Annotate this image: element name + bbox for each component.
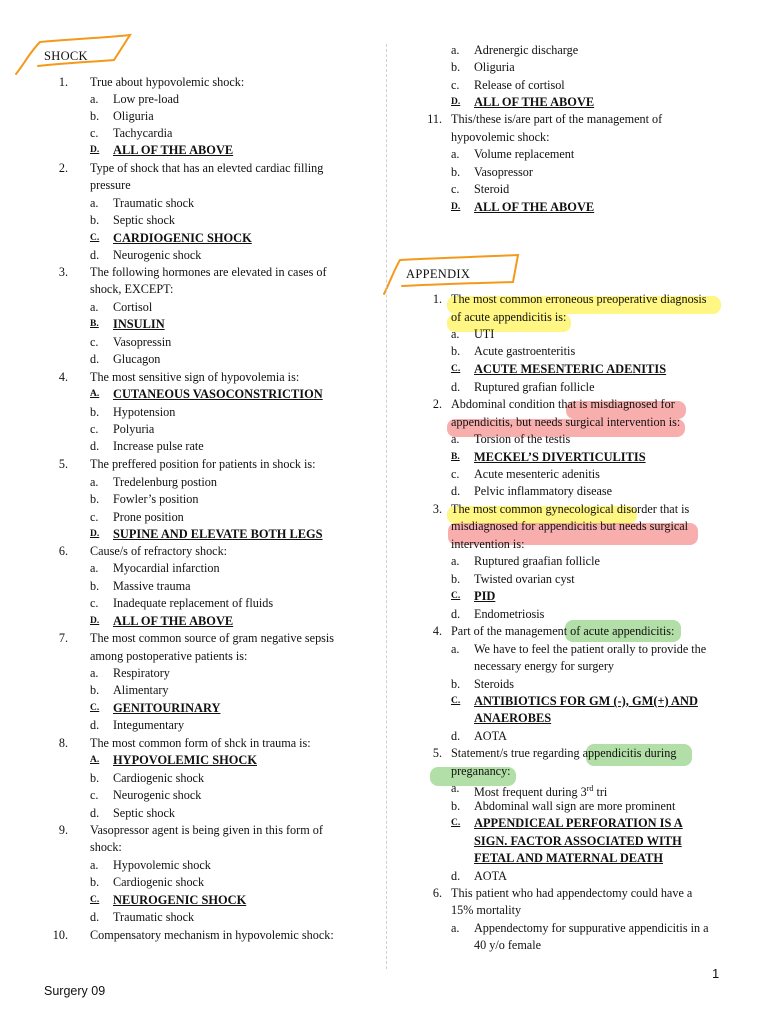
option-text: Increase pulse rate xyxy=(113,439,204,453)
option-text: Integumentary xyxy=(113,718,185,732)
option-text: Respiratory xyxy=(113,666,170,680)
option-letter: a. xyxy=(451,432,460,446)
correct-answer-letter: C. xyxy=(451,696,461,706)
option-letter: b. xyxy=(90,109,100,123)
option-text: Septic shock xyxy=(113,213,175,227)
correct-answer-text: ALL OF THE ABOVE xyxy=(113,143,234,157)
option-text: Cortisol xyxy=(113,300,153,314)
correct-answer-text: SUPINE AND ELEVATE BOTH LEGS xyxy=(113,527,323,541)
correct-answer-letter: C. xyxy=(451,591,461,601)
option-letter: d. xyxy=(451,380,461,394)
option-text: Prone position xyxy=(113,510,184,524)
correct-answer-text: NEUROGENIC SHOCK xyxy=(113,893,247,907)
question-text-continuation: misdiagnosed for appendicitis but needs surgical xyxy=(451,519,689,533)
option-letter: c. xyxy=(90,788,99,802)
question-text-continuation: appendicitis, but needs surgical intervention is: xyxy=(451,415,681,429)
correct-answer-text: GENITOURINARY xyxy=(113,701,221,715)
option-text: Adrenergic discharge xyxy=(474,43,579,57)
option-letter: a. xyxy=(90,196,99,210)
section-title-shock: SHOCK xyxy=(44,49,88,63)
option-text: Cardiogenic shock xyxy=(113,771,205,785)
correct-answer-letter: C. xyxy=(90,895,100,905)
correct-answer-text: ANTIBIOTICS FOR GM (-), GM(+) AND xyxy=(474,694,698,708)
option-letter: d. xyxy=(451,729,461,743)
question-number: 11. xyxy=(427,112,442,126)
question-number: 7. xyxy=(58,631,68,645)
option-letter: b. xyxy=(451,60,461,74)
option-text: Myocardial infarction xyxy=(113,561,220,575)
option-letter: b. xyxy=(451,344,461,358)
question-text: This patient who had appendectomy could have a xyxy=(451,886,693,900)
correct-answer-text: CUTANEOUS VASOCONSTRICTION xyxy=(113,387,323,401)
option-text: Tachycardia xyxy=(113,126,173,140)
option-text: Cardiogenic shock xyxy=(113,875,205,889)
option-letter: c. xyxy=(90,596,99,610)
correct-answer-letter: D. xyxy=(451,97,461,107)
option-text: AOTA xyxy=(474,729,507,743)
question-text: Compensatory mechanism in hypovolemic shock: xyxy=(90,928,334,942)
option-text: Polyuria xyxy=(113,422,155,436)
question-text-continuation: intervention is: xyxy=(451,537,525,551)
option-letter: b. xyxy=(451,677,461,691)
option-letter: d. xyxy=(90,248,100,262)
option-letter: a. xyxy=(451,781,460,795)
question-text: True about hypovolemic shock: xyxy=(90,75,245,89)
section-title-appendix: APPENDIX xyxy=(406,267,471,281)
question-text: The most common gynecological disorder that is xyxy=(451,502,690,516)
option-letter: a. xyxy=(451,147,460,161)
option-letter: a. xyxy=(90,858,99,872)
option-text: Twisted ovarian cyst xyxy=(474,572,575,586)
question-number: 1. xyxy=(432,292,442,306)
option-text: Traumatic shock xyxy=(113,910,195,924)
question-text-continuation: 15% mortality xyxy=(451,903,522,917)
option-text: Acute mesenteric adenitis xyxy=(474,467,600,481)
option-text: Ruptured grafian follicle xyxy=(474,380,595,394)
question-text-continuation: shock: xyxy=(90,840,122,854)
option-letter: c. xyxy=(90,126,99,140)
correct-answer-letter: C. xyxy=(451,818,461,828)
question-number: 5. xyxy=(432,746,442,760)
question-text: The following hormones are elevated in cases of xyxy=(90,265,327,279)
correct-answer-continuation: ANAEROBES xyxy=(474,711,552,725)
option-text: Abdominal wall sign are more prominent xyxy=(474,799,676,813)
correct-answer-text: ACUTE MESENTERIC ADENITIS xyxy=(474,362,667,376)
question-text-continuation: shock, EXCEPT: xyxy=(90,282,174,296)
correct-answer-letter: A. xyxy=(90,755,100,765)
correct-answer-text: HYPOVOLEMIC SHOCK xyxy=(113,753,257,767)
column-divider xyxy=(386,44,387,969)
footer-course-label: Surgery 09 xyxy=(44,984,106,998)
option-letter: c. xyxy=(90,510,99,524)
question-text: The preffered position for patients in shock is: xyxy=(90,457,316,471)
option-letter: a. xyxy=(90,92,99,106)
option-text: Low pre-load xyxy=(113,92,179,106)
option-letter: c. xyxy=(451,78,460,92)
question-text: This/these is/are part of the management of xyxy=(451,112,663,126)
question-number: 5. xyxy=(58,457,68,471)
option-letter: c. xyxy=(90,422,99,436)
option-letter: a. xyxy=(90,475,99,489)
correct-answer-text: ALL OF THE ABOVE xyxy=(474,95,595,109)
option-text: AOTA xyxy=(474,869,507,883)
option-text: Traumatic shock xyxy=(113,196,195,210)
question-number: 3. xyxy=(58,265,68,279)
option-letter: b. xyxy=(90,579,100,593)
option-text: Inadequate replacement of fluids xyxy=(113,596,274,610)
answer-text-continuation: necessary energy for surgery xyxy=(474,659,614,673)
question-text: Abdominal condition that is misdiagnosed for xyxy=(451,397,675,411)
option-text: Endometriosis xyxy=(474,607,545,621)
question-text-continuation: preganancy: xyxy=(451,764,511,778)
option-letter: c. xyxy=(451,467,460,481)
question-text: Type of shock that has an elevted cardiac filling xyxy=(90,161,324,175)
correct-answer-letter: C. xyxy=(90,233,100,243)
option-letter: a. xyxy=(90,561,99,575)
option-letter: a. xyxy=(451,43,460,57)
question-text: The most sensitive sign of hypovolemia is: xyxy=(90,370,300,384)
question-text: Part of the management of acute appendicitis: xyxy=(451,624,675,638)
correct-answer-text: INSULIN xyxy=(113,317,165,331)
option-text: Pelvic inflammatory disease xyxy=(474,484,613,498)
option-letter: d. xyxy=(90,718,100,732)
correct-answer-letter: A. xyxy=(90,389,100,399)
correct-answer-text: APPENDICEAL PERFORATION IS A xyxy=(474,816,683,830)
question-text-continuation: of acute appendicitis is: xyxy=(451,310,567,324)
question-number: 2. xyxy=(58,161,68,175)
correct-answer-text: CARDIOGENIC SHOCK xyxy=(113,231,252,245)
question-text: Cause/s of refractory shock: xyxy=(90,544,228,558)
question-number: 3. xyxy=(432,502,442,516)
correct-answer-letter: B. xyxy=(451,452,460,462)
correct-answer-letter: B. xyxy=(90,319,99,329)
option-text: Volume replacement xyxy=(474,147,575,161)
question-number: 6. xyxy=(58,544,68,558)
question-text: Statement/s true regarding appendicitis during xyxy=(451,746,677,760)
question-number: 4. xyxy=(58,370,68,384)
correct-answer-text: ALL OF THE ABOVE xyxy=(113,614,234,628)
option-letter: b. xyxy=(451,799,461,813)
question-number: 9. xyxy=(58,823,68,837)
correct-answer-continuation: SIGN. FACTOR ASSOCIATED WITH xyxy=(474,834,682,848)
question-number: 6. xyxy=(432,886,442,900)
option-text: Torsion of the testis xyxy=(474,432,571,446)
option-letter: d. xyxy=(451,607,461,621)
option-text: Most frequent during 3rd tri xyxy=(474,784,608,800)
option-text: Steroid xyxy=(474,182,510,196)
option-letter: b. xyxy=(90,683,100,697)
option-text: Steroids xyxy=(474,677,514,691)
question-number: 1. xyxy=(58,75,68,89)
question-text-continuation: hypovolemic shock: xyxy=(451,130,550,144)
option-text: Massive trauma xyxy=(113,579,191,593)
correct-answer-letter: C. xyxy=(90,703,100,713)
option-text: Vasopressin xyxy=(113,335,172,349)
correct-answer-letter: D. xyxy=(451,202,461,212)
option-letter: b. xyxy=(90,492,100,506)
correct-answer-continuation: FETAL AND MATERNAL DEATH xyxy=(474,851,663,865)
page-number: 1 xyxy=(712,966,720,981)
question-number: 4. xyxy=(432,624,442,638)
option-text: Release of cortisol xyxy=(474,78,565,92)
option-letter: c. xyxy=(451,182,460,196)
question-text: The most common erroneous preoperative diagnosis xyxy=(451,292,707,306)
option-text: Alimentary xyxy=(113,683,169,697)
option-text: Hypovolemic shock xyxy=(113,858,211,872)
option-letter: b. xyxy=(451,165,461,179)
option-letter: b. xyxy=(90,405,100,419)
correct-answer-text: ALL OF THE ABOVE xyxy=(474,200,595,214)
option-text: Vasopressor xyxy=(474,165,533,179)
option-letter: d. xyxy=(90,352,100,366)
option-text: Neurogenic shock xyxy=(113,788,202,802)
question-text: Vasopressor agent is being given in this form of xyxy=(90,823,323,837)
option-letter: a. xyxy=(451,921,460,935)
answer-text-continuation: 40 y/o female xyxy=(474,938,542,952)
question-number: 8. xyxy=(58,736,68,750)
option-text: Hypotension xyxy=(113,405,176,419)
option-letter: b. xyxy=(90,213,100,227)
option-letter: d. xyxy=(90,806,100,820)
correct-answer-letter: D. xyxy=(90,529,100,539)
option-letter: a. xyxy=(90,666,99,680)
question-number: 2. xyxy=(432,397,442,411)
option-letter: d. xyxy=(451,484,461,498)
option-text: Oliguria xyxy=(113,109,154,123)
correct-answer-text: PID xyxy=(474,589,496,603)
option-text: Ruptured graafian follicle xyxy=(474,554,600,568)
correct-answer-letter: D. xyxy=(90,616,100,626)
option-text: UTI xyxy=(474,327,495,341)
option-letter: d. xyxy=(90,910,100,924)
question-text-continuation: among postoperative patients is: xyxy=(90,649,248,663)
question-number: 10. xyxy=(52,928,68,942)
option-text: Fowler’s position xyxy=(113,492,199,506)
option-letter: a. xyxy=(90,300,99,314)
question-text-continuation: pressure xyxy=(90,178,131,192)
option-text: Acute gastroenteritis xyxy=(474,344,576,358)
correct-answer-letter: D. xyxy=(90,145,100,155)
option-text: We have to feel the patient orally to provide the xyxy=(474,642,707,656)
option-text: Glucagon xyxy=(113,352,161,366)
option-letter: d. xyxy=(90,439,100,453)
correct-answer-letter: C. xyxy=(451,364,461,374)
question-text: The most common form of shck in trauma is: xyxy=(90,736,311,750)
option-letter: a. xyxy=(451,554,460,568)
option-text: Neurogenic shock xyxy=(113,248,202,262)
option-text: Tredelenburg postion xyxy=(113,475,217,489)
option-letter: d. xyxy=(451,869,461,883)
option-letter: b. xyxy=(90,771,100,785)
option-text: Oliguria xyxy=(474,60,515,74)
option-letter: b. xyxy=(90,875,100,889)
option-text: Septic shock xyxy=(113,806,175,820)
option-letter: b. xyxy=(451,572,461,586)
option-text: Appendectomy for suppurative appendicitis in a xyxy=(474,921,709,935)
correct-answer-text: MECKEL’S DIVERTICULITIS xyxy=(474,450,646,464)
option-letter: a. xyxy=(451,642,460,656)
option-letter: a. xyxy=(451,327,460,341)
question-text: The most common source of gram negative sepsis xyxy=(90,631,335,645)
option-letter: c. xyxy=(90,335,99,349)
